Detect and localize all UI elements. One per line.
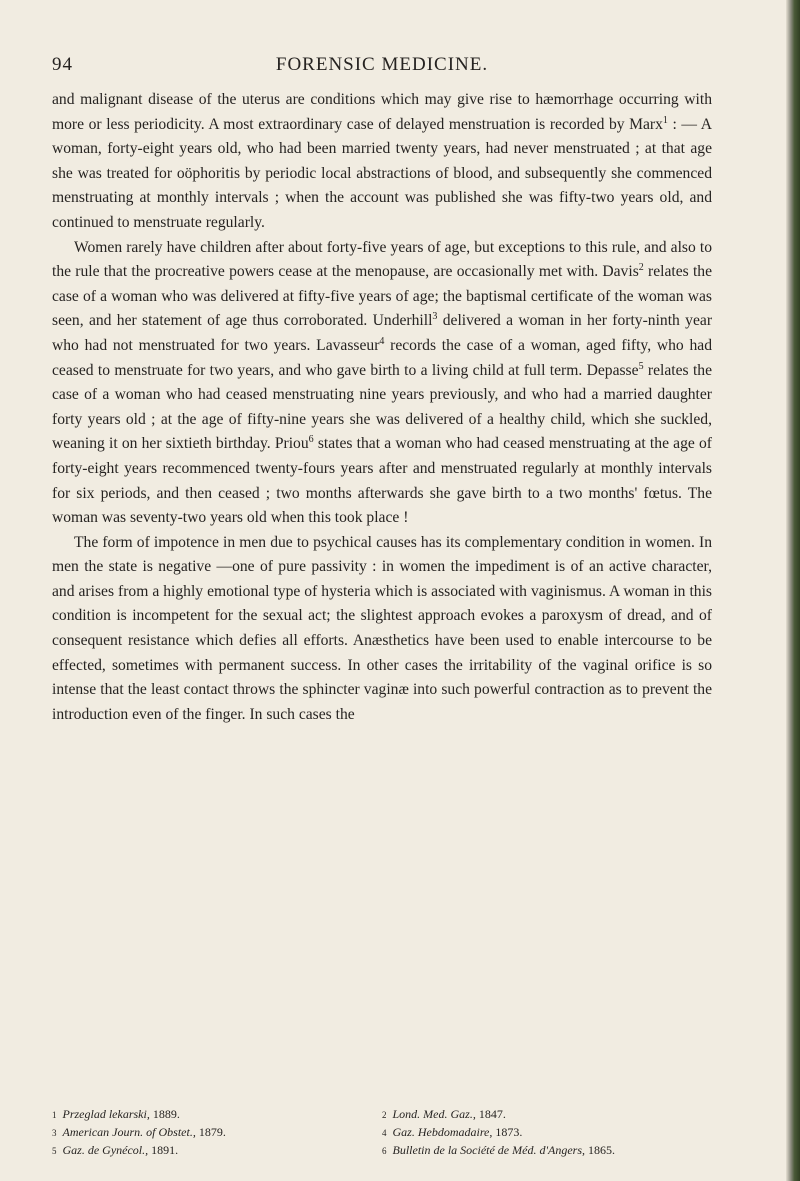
footnote-source: American Journ. of Obstet., [62, 1125, 196, 1139]
footnote-number: 3 [52, 1128, 57, 1138]
footnote-number: 6 [382, 1146, 387, 1156]
footnote-year: 1879. [195, 1125, 226, 1139]
footnote-row [52, 1124, 712, 1142]
footnote-year: 1891. [148, 1143, 179, 1157]
footnote-row [52, 1106, 712, 1124]
footnote-6 [382, 1142, 712, 1160]
footnote-source: Gaz. de Gynécol., [62, 1143, 149, 1157]
footnote-year: 1889. [149, 1107, 180, 1121]
footnote-3 [52, 1124, 382, 1142]
footnote-number: 5 [52, 1146, 57, 1156]
footnote-number: 4 [382, 1128, 387, 1138]
footnote-2 [382, 1106, 712, 1124]
footnote-4 [382, 1124, 712, 1142]
footnote-1 [52, 1106, 382, 1124]
running-title: FORENSIC MEDICINE. [275, 54, 489, 75]
footnotes [52, 1106, 712, 1160]
footnote-year: 1873. [492, 1125, 523, 1139]
text-run: states that a woman who had ceased menstruating at the age of forty-eight years recommenced twenty-fours years after and menstruated regularly at monthly intervals for six periods, and then ceased ; two months afterwards she gave birth to a two months' fœtus. The woman was seventy-two years old when this took place ! [52, 435, 712, 527]
footnote-number: 2 [382, 1110, 387, 1120]
footnote-5 [52, 1142, 382, 1160]
footnote-row [52, 1142, 712, 1160]
page-header [52, 54, 712, 80]
footnote-number: 1 [52, 1110, 57, 1120]
text-run: relates the case of a woman who had ceased menstruating nine years previously, and who had a married daughter forty years old ; at the age of fifty-nine years she was delivered of a healthy child, which she suckled, weaning it on her sixtieth birthday. Priou [52, 361, 712, 453]
text-run: and malignant disease of the uterus are conditions which may give rise to hæmorrhage occurring with more or less periodicity. A most extraordinary case of delayed menstruation is recorded by Marx [52, 91, 712, 133]
body-text [52, 88, 712, 727]
footnote-ref: 3 [432, 311, 438, 323]
footnote-ref: 2 [638, 261, 644, 273]
page-number: 94 [52, 54, 73, 75]
paragraph-delayed-menstruation [52, 88, 712, 236]
text-run: The form of impotence in men due to psychical causes has its complementary condition in women. In men the state is negative —one of pure passivity : in women the impediment is of an active character, and arises from a highly emotional type of hysteria which is associated with vaginismus. A woman in this condition is incompetent for the sexual act; the slightest approach evokes a paroxysm of dread, and of consequent resistance which defies all efforts. Anæsthetics have been used to enable intercourse to be effected, sometimes with permanent success. In other cases the irritability of the vaginal orifice is so intense that the least contact throws the sphincter vaginæ into such powerful contraction as to prevent the introduction even of the finger. In such cases the [52, 533, 712, 723]
footnote-ref: 5 [638, 360, 644, 372]
footnote-source: Przeglad lekarski, [62, 1107, 150, 1121]
footnote-source: Bulletin de la Société de Méd. d'Angers, [392, 1143, 586, 1157]
text-run: : — A woman, forty-eight years old, who had been married twenty years, had never menstruated ; at that age she was treated for oöphoritis by periodic local abstractions of blood, and subsequently she commenced menstruating at monthly intervals ; when the account was published she was fifty-two years old, and continued to menstruate regularly. [52, 115, 712, 231]
text-run: relates the case of a woman who was delivered at fifty-five years of age; the baptismal certificate of the woman was seen, and her statement of age thus corroborated. Underhill [52, 263, 712, 330]
text-run: delivered a woman in her forty-ninth year who had not menstruated for two years. Lavasseur [52, 312, 713, 354]
text-run: records the case of a woman, aged fifty, who had ceased to menstruate for two years, and who gave birth to a living child at full term. Depasse [52, 336, 712, 379]
paragraph-impotence-women [52, 531, 712, 728]
footnote-year: 1865. [585, 1143, 616, 1157]
text-run: Women rarely have children after about forty-five years of age, but exceptions to this rule, and also to the rule that the procreative powers cease at the menopause, are occasionally met with. Davis [52, 238, 712, 281]
page-edge-shadow [786, 0, 800, 1181]
footnote-ref: 6 [308, 434, 314, 446]
footnote-source: Gaz. Hebdomadaire, [392, 1125, 493, 1139]
footnote-ref: 1 [662, 114, 668, 126]
footnote-source: Lond. Med. Gaz., [392, 1107, 476, 1121]
footnote-ref: 4 [379, 335, 385, 347]
footnote-year: 1847. [475, 1107, 506, 1121]
paragraph-late-childbirth [52, 236, 712, 531]
